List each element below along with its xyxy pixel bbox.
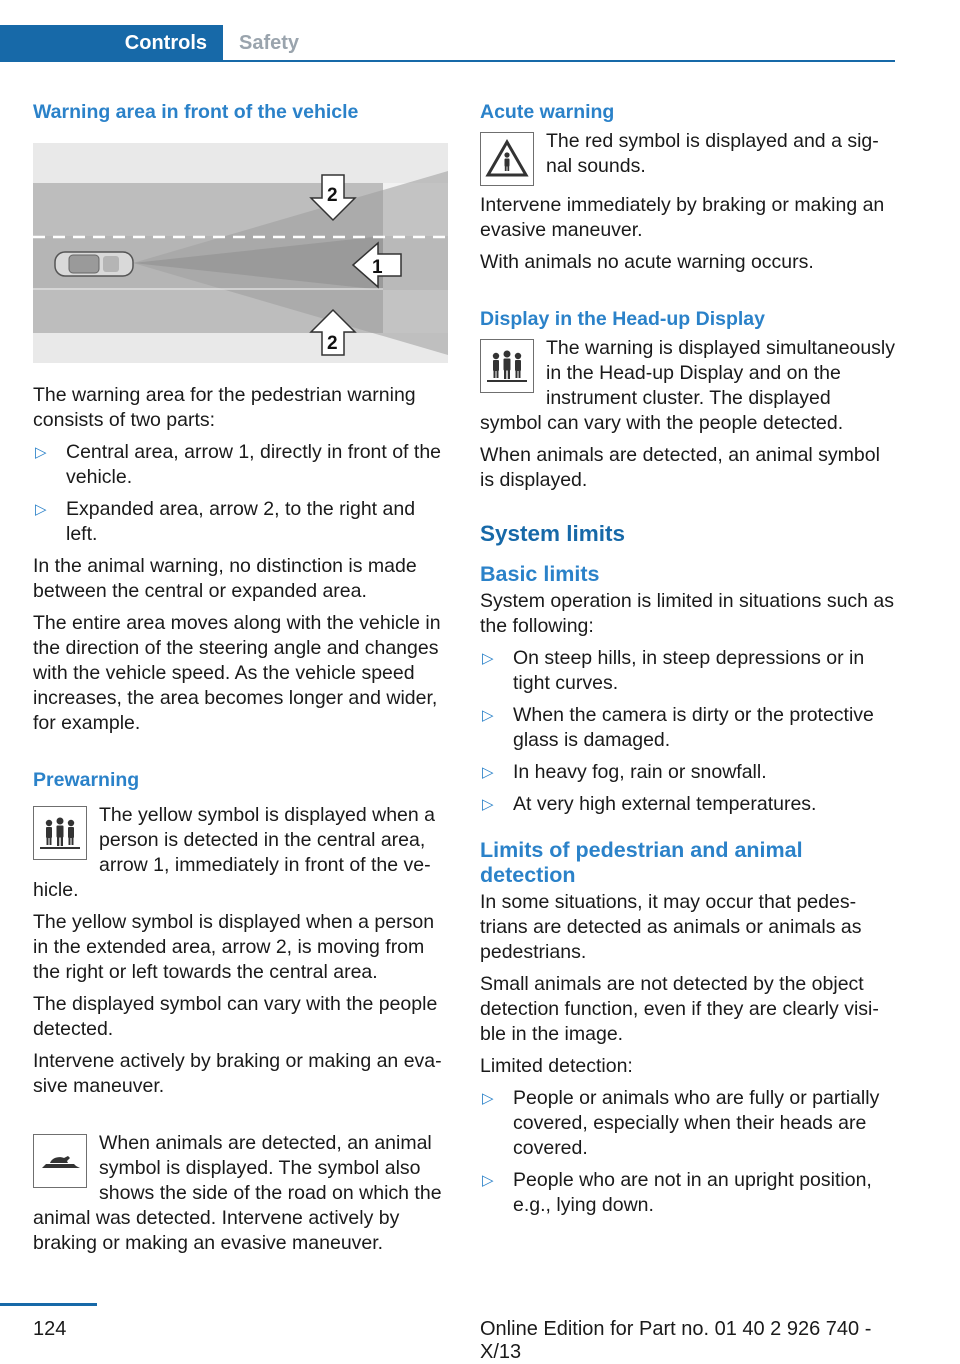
- paragraph: With animals no acute warning occurs.: [480, 251, 814, 273]
- footer-rule: [0, 1303, 97, 1306]
- paragraph: The warning area for the pedestrian warning consists of two parts:: [33, 384, 416, 431]
- bullet-icon: ▷: [35, 501, 47, 518]
- list-item: ▷ On steep hills, in steep depressions or in tight curves.: [482, 647, 865, 694]
- hud-text: The warning is displayed simultaneously in the Head-up Display and on the instrument cluster. The displayed symbol can vary with the people detected.: [480, 337, 896, 434]
- right-column: [480, 100, 895, 1225]
- acute-warning-heading: Acute warning: [480, 101, 615, 123]
- header-rule: [0, 60, 895, 62]
- bullet-list-detection-limits: [480, 1086, 895, 1218]
- bullet-icon: ▷: [482, 1090, 494, 1107]
- arrow-1-label: 1: [372, 257, 383, 278]
- animal-warning-icon: [33, 1134, 87, 1188]
- red-warning-triangle-icon: [480, 132, 534, 186]
- paragraph: The yellow symbol is displayed when a person in the extended area, arrow 2, is moving from the right or left towards the central area.: [33, 911, 435, 983]
- warning-area-heading: Warning area in front of the vehicle: [33, 101, 359, 123]
- prewarning-heading: Prewarning: [33, 769, 140, 791]
- list-item: ▷ People or animals who are fully or partially covered, especially when their heads are covered.: [482, 1087, 880, 1159]
- bullet-icon: ▷: [482, 764, 494, 781]
- list-item: ▷ Expanded area, arrow 2, to the right and left.: [35, 498, 416, 545]
- system-limits-heading: System limits: [480, 521, 626, 546]
- bullet-icon: ▷: [482, 650, 494, 667]
- warning-area-figure: [33, 143, 448, 363]
- hud-pedestrian-icon: [480, 339, 534, 393]
- page-header: [0, 0, 960, 64]
- prewarning-text: The yellow symbol is displayed when a person is detected in the central area, arrow 1, immediately in front of the vehicle.: [33, 804, 435, 901]
- tab-safety[interactable]: Safety: [239, 32, 300, 54]
- list-item: ▷ Central area, arrow 1, directly in front of the vehicle.: [35, 441, 442, 488]
- pedestrian-warning-icon: [33, 806, 87, 860]
- bullet-list-warning-area: [33, 440, 448, 547]
- basic-limits-heading: Basic limits: [480, 562, 600, 586]
- paragraph: Limited detection:: [480, 1055, 633, 1077]
- paragraph: In some situations, it may occur that pedestrians are detected as animals or animals as pedestrians.: [480, 891, 862, 963]
- bullet-icon: ▷: [35, 444, 47, 461]
- arrow-2-top-label: 2: [327, 185, 338, 206]
- list-item: ▷ When the camera is dirty or the protective glass is damaged.: [482, 704, 874, 751]
- paragraph: In the animal warning, no distinction is made between the central or expanded area.: [33, 555, 417, 602]
- paragraph: Intervene actively by braking or making an evasive maneuver.: [33, 1050, 442, 1097]
- paragraph: When animals are detected, an animal symbol is displayed.: [480, 444, 880, 491]
- left-column: [33, 100, 448, 1263]
- arrow-2-bottom-label: 2: [327, 333, 338, 354]
- hud-heading: Display in the Head-up Display: [480, 308, 765, 330]
- bullet-list-basic-limits: [480, 646, 895, 817]
- edition-note: Online Edition for Part no. 01 40 2 926 740 - X/13: [480, 1318, 872, 1363]
- paragraph: System operation is limited in situations such as the following:: [480, 590, 895, 637]
- list-item: ▷ People who are not in an upright position, e.g., lying down.: [482, 1169, 872, 1216]
- paragraph: The displayed symbol can vary with the people detected.: [33, 993, 438, 1040]
- bullet-icon: ▷: [482, 1172, 494, 1189]
- detection-limits-heading: Limits of pedestrian and animal detection: [480, 838, 803, 887]
- bullet-icon: ▷: [482, 796, 494, 813]
- paragraph: The entire area moves along with the vehicle in the direction of the steering angle and changes with the vehicle speed. As the vehicle speed increases, the area becomes longer and wider, for example.: [33, 612, 441, 734]
- paragraph: Small animals are not detected by the object detection function, even if they are clearly visible in the image.: [480, 973, 879, 1045]
- tab-controls[interactable]: Controls: [0, 25, 223, 62]
- list-item: ▷ In heavy fog, rain or snowfall.: [482, 761, 767, 783]
- list-item: ▷ At very high external temperatures.: [482, 793, 817, 815]
- animal-warning-text: When animals are detected, an animal symbol is displayed. The symbol also shows the side of the road on which the animal was detected. Intervene actively by braking or making an evasive maneuver.: [33, 1132, 442, 1254]
- bullet-icon: ▷: [482, 707, 494, 724]
- car-icon: [55, 252, 133, 276]
- page-number: 124: [33, 1318, 67, 1340]
- acute-warning-text: The red symbol is displayed and a signal sounds. Intervene immediately by braking or making an evasive maneuver.: [480, 130, 885, 241]
